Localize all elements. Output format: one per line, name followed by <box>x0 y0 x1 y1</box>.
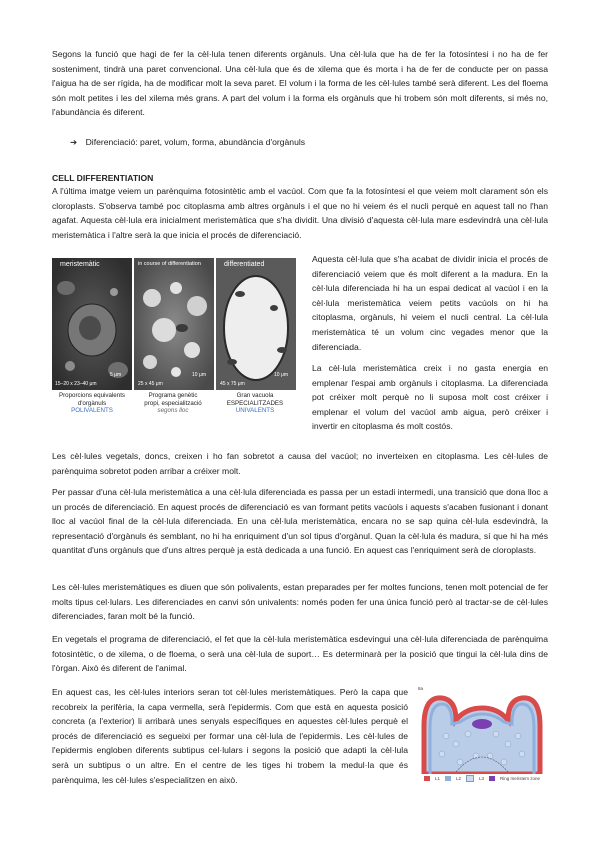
legend-swatch-l1 <box>424 776 430 781</box>
bullet-diferenciacio <box>70 135 305 149</box>
caption-3-line-1: Gran vacuola <box>236 392 274 399</box>
paragraph-transition: Per passar d'una cèl·lula meristemàtica a una cèl·lula diferenciada es passa per un estadi intermedi, una transició que dona lloc a un procés de diferenciació. En aquest procés de diferenciació es van formant petits vacúols i aquests s'acaben fusionant i donant lloc al vacúol final de la cèl·lula diferenciada. En una cèl·lula meristemàtica, encara no se sap quina cèl·lula esdevindrà, la representació d'orgànuls és semblant, no hi ha enriquiment d'un sol tipus d'orgànul. Quan la cèl·lula és madura, sí que hi ha més quantitat d'uns orgànuls que d'uns altres perquè ja està dedicada a una funció. En aquest cas l'enriquiment serà de cloroplasts. <box>52 487 548 556</box>
figure-captions <box>52 392 296 415</box>
figure-cell-differentiation <box>52 258 296 430</box>
panel-scale-bar-1: 5 μm <box>110 372 122 378</box>
caption-2-line-3: segons lloc <box>157 407 189 414</box>
bullet-text: Diferenciació: paret, volum, forma, abundància d'orgànuls <box>85 137 306 147</box>
panel-scale-3: 45 x 75 μm <box>220 381 245 387</box>
intro-paragraph: Segons la funció que hagi de fer la cèl·lula tenen diferents orgànuls. Una cèl·lula que ha de fer la fotosíntesi i no ha de fer sosteniment, tindrà una paret convencional. Una cèl·lula que és de xilema que és morta i ha de fer de conducte per on passa l'aigua ha de ser rígida, ha de modificar molt la seva paret. El volum i la forma de les cèl·lules també serà diferent. Les del floema són molt petites i les del xilema més grans. A part del volum i la forma els orgànuls que hi trobem són molt diferents, si més no, l'abundància és diferent. <box>52 49 548 118</box>
panel-label-meristematic: meristemàtic <box>60 261 100 268</box>
caption-3-line-2: ESPECIALITZADES <box>226 399 284 407</box>
panel-label-differentiated: differentiated <box>224 261 265 268</box>
caption-1-line-1: Proporcions equivalents <box>58 392 126 399</box>
shoot-apex-diagram <box>416 686 548 774</box>
panel-scale-bar-3: 10 μm <box>274 372 288 378</box>
micrograph-panels <box>52 258 296 390</box>
paragraph-parenquima: A l'última imatge veiem un parènquima fotosintètic amb el vacúol. Com que fa la fotosíntesi el que veiem molt clarament són els cloroplasts. S'observa també poc citoplasma amb altres orgànuls i el que no hi veiem és el nucli perquè en aquest tall no l'han agafat. Aquesta cèl·lula era inicialment meristemàtica que s'ha dividit. Una divisió d'aquesta cèl·lula mare esdevindrà una cèl·lula meristemàtica i l'altre serà la que inicia el procés de diferenciació. <box>52 186 548 240</box>
legend-l2: L2 <box>456 776 462 781</box>
arrow-icon: ➔ <box>70 137 78 147</box>
legend-swatch-ring <box>489 776 495 781</box>
paragraph-polivalent: Les cèl·lules meristemàtiques es diuen que són polivalents, estan preparades per fer moltes funcions, tenen molt potencial de fer molts tipus cel·lulars. Les diferenciades en canvi són univalents: només poden fer una única funció però al tractar-se de cèl·lules diferenciades, faran molt bé la funció. <box>52 582 548 622</box>
figure-tag: 8a <box>418 686 424 691</box>
caption-meristematic <box>52 392 132 415</box>
paragraph-program: En vegetals el programa de diferenciació, el fet que la cèl·lula meristemàtica esdevingui una cèl·lula diferenciada de parènquima fotosintètic, o de xilema, o de floema, o serà una cèl·lula de suport… Es determinarà per la posició que tingui la cèl·lula dins de l'òrgan. Això és diferent de l'animal. <box>52 634 548 674</box>
panel-label-in-course: in course of differentiation <box>138 261 201 267</box>
figure-shoot-apex <box>416 686 548 786</box>
caption-differentiated <box>214 392 296 415</box>
caption-1-line-2: d'orgànuls <box>77 399 107 407</box>
paragraph-growth: La cèl·lula meristemàtica creix i no gasta energia en emplenar l'espai amb orgànuls i citoplasma. La diferenciada pot créixer molt perquè no li suposa molt cost créixer i emplenar el volum del vacúol amb aigua, però créixer i invertir en citoplasma és molt costós. <box>312 363 548 432</box>
panel-scale-2: 25 x 45 μm <box>138 381 163 387</box>
legend-ring: Ring meristem zone <box>500 776 541 781</box>
caption-3-line-3: UNIVALENTS <box>235 407 275 414</box>
caption-in-course <box>132 392 214 415</box>
paragraph-vegetal-cells: Les cèl·lules vegetals, doncs, creixen i ho fan sobretot a causa del vacúol; no inverteixen en citoplasma. Les cèl·lules de parènquima sobretot poden arribar a créixer molt. <box>52 451 548 476</box>
section-heading: CELL DIFFERENTIATION <box>52 173 154 183</box>
legend-l1: L1 <box>435 776 441 781</box>
caption-2-line-2: propi, especialització <box>144 399 202 407</box>
legend-l3: L3 <box>479 776 485 781</box>
panel-scale-1: 15–20 x 23–40 μm <box>55 381 97 387</box>
legend-swatch-l3 <box>466 775 474 782</box>
panel-scale-bar-2: 10 μm <box>192 372 206 378</box>
caption-2-line-1: Programa genètic <box>148 392 198 399</box>
caption-1-line-3: POLIVALENTS <box>71 407 113 414</box>
legend-swatch-l2 <box>445 776 451 781</box>
figure-legend <box>424 775 540 782</box>
paragraph-divided-cell: Aquesta cèl·lula que s'ha acabat de dividir inicia el procés de diferenciació veiem que és molt diferent a la madura. En la cèl·lula diferenciada hi ha un espai dedicat al vacúol i en la cèl·lula meristemàtica veiem petits vacúols on hi ha citoplasma, orgànuls, hi veiem el nucli central. La cèl·lula meristemàtica té un volum cinc vegades menor que la diferenciada. <box>312 254 548 352</box>
paragraph-epidermis: En aquest cas, les cèl·lules interiors seran tot cèl·lules meristemàtiques. Però la capa que recobreix la perifèria, la capa vermella, serà l'epidermis. Com que està en aquesta posició concreta (a l'exterior) li arribarà unes senyals específiques en aquestes cèl·lules perquè el procés de diferenciació es segueixi per formar una cèl·lula de l'epidermis. Les cèl·lules de l'epidermis engloben diferents subtipus cel·lulars i segons la posició que adapti la cèl·lula serà un subtipus o un altre. En el centre de les tiges hi trobem la medul·la que és parènquima, les cèl·lules s'especialitzen en això. <box>52 687 408 785</box>
